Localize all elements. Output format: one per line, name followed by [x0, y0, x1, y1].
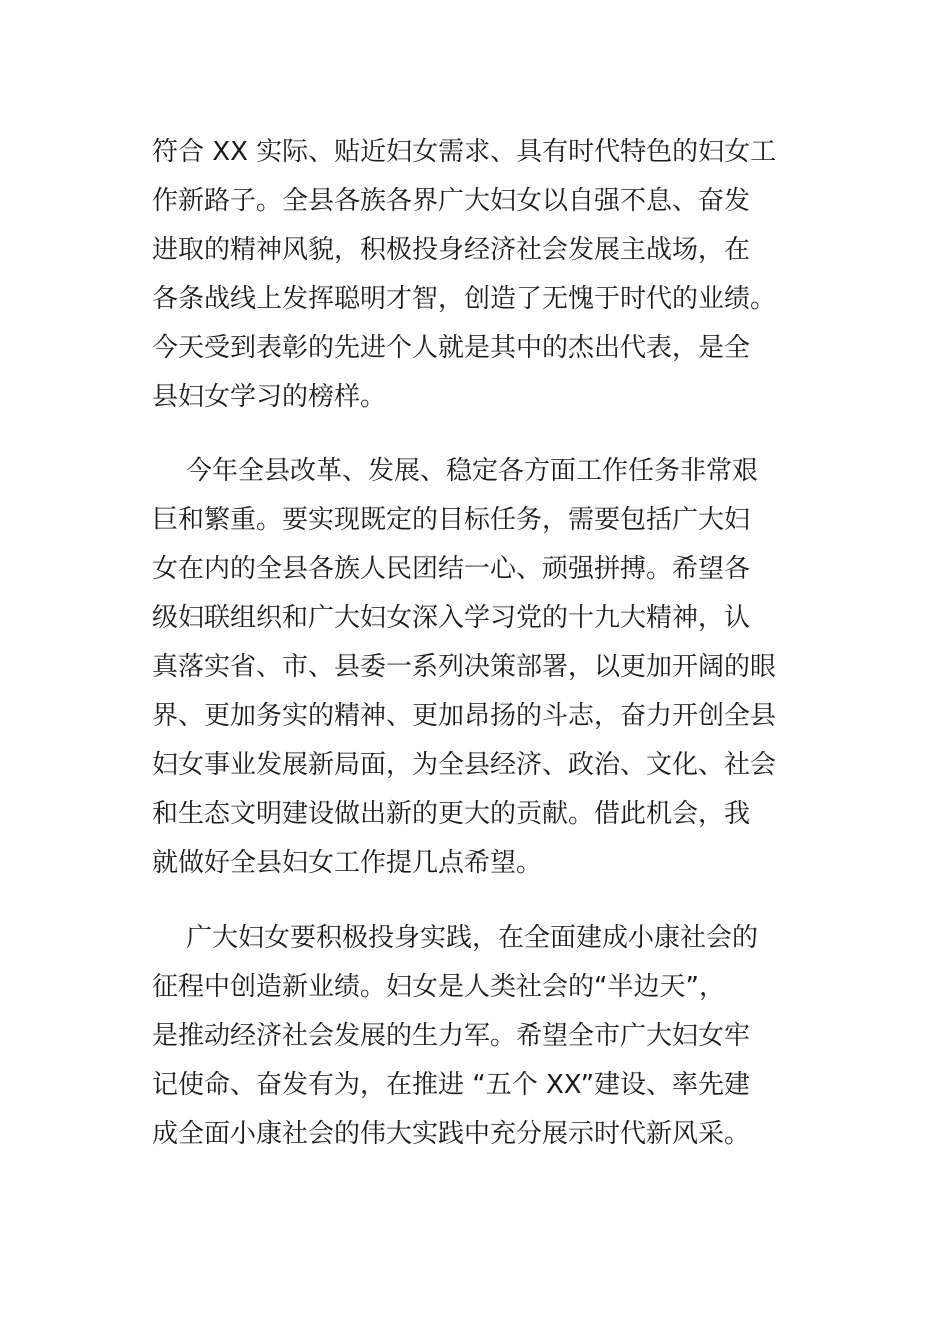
paragraph-line: 是推动经济社会发展的生力军。希望全市广大妇女牢 [152, 1021, 751, 1051]
paragraph-line: 界、更加务实的精神、更加昂扬的斗志，奋力开创全县 [152, 701, 777, 731]
paragraph-2 [152, 447, 812, 888]
paragraph-line: 妇女事业发展新局面，为全县经济、政治、文化、社会 [152, 750, 777, 780]
paragraph-line: 女在内的全县各族人民团结一心、顽强拼搏。希望各 [152, 554, 751, 584]
paragraph-line: 真落实省、市、县委一系列决策部署，以更加开阔的眼 [152, 652, 777, 682]
paragraph-line: 广大妇女要积极投身实践，在全面建成小康社会的 [186, 923, 759, 953]
paragraph-line: 成全面小康社会的伟大实践中充分展示时代新风采。 [152, 1119, 751, 1149]
paragraph-line: 县妇女学习的榜样。 [152, 382, 387, 412]
paragraph-line: 今天受到表彰的先进个人就是其中的杰出代表，是全 [152, 333, 751, 363]
paragraph-line: 级妇联组织和广大妇女深入学习党的十九大精神，认 [152, 603, 751, 633]
paragraph-1 [152, 128, 812, 422]
paragraph-line: 记使命、奋发有为，在推进 “五个 XX”建设、率先建 [152, 1070, 751, 1100]
paragraph-line: 就做好全县妇女工作提几点希望。 [152, 848, 543, 878]
paragraph-line: 符合 XX 实际、贴近妇女需求、具有时代特色的妇女工 [152, 137, 777, 167]
paragraph-line: 巨和繁重。要实现既定的目标任务，需要包括广大妇 [152, 505, 751, 535]
paragraph-line: 和生态文明建设做出新的更大的贡献。借此机会，我 [152, 799, 751, 829]
paragraph-line: 今年全县改革、发展、稳定各方面工作任务非常艰 [186, 456, 759, 486]
paragraph-3 [152, 914, 812, 1159]
paragraph-line: 各条战线上发挥聪明才智，创造了无愧于时代的业绩。 [152, 284, 777, 314]
paragraph-line: 作新路子。全县各族各界广大妇女以自强不息、奋发 [152, 186, 751, 216]
paragraph-line: 进取的精神风貌，积极投身经济社会发展主战场，在 [152, 235, 751, 265]
paragraph-line: 征程中创造新业绩。妇女是人类社会的“半边天”， [152, 972, 725, 1002]
